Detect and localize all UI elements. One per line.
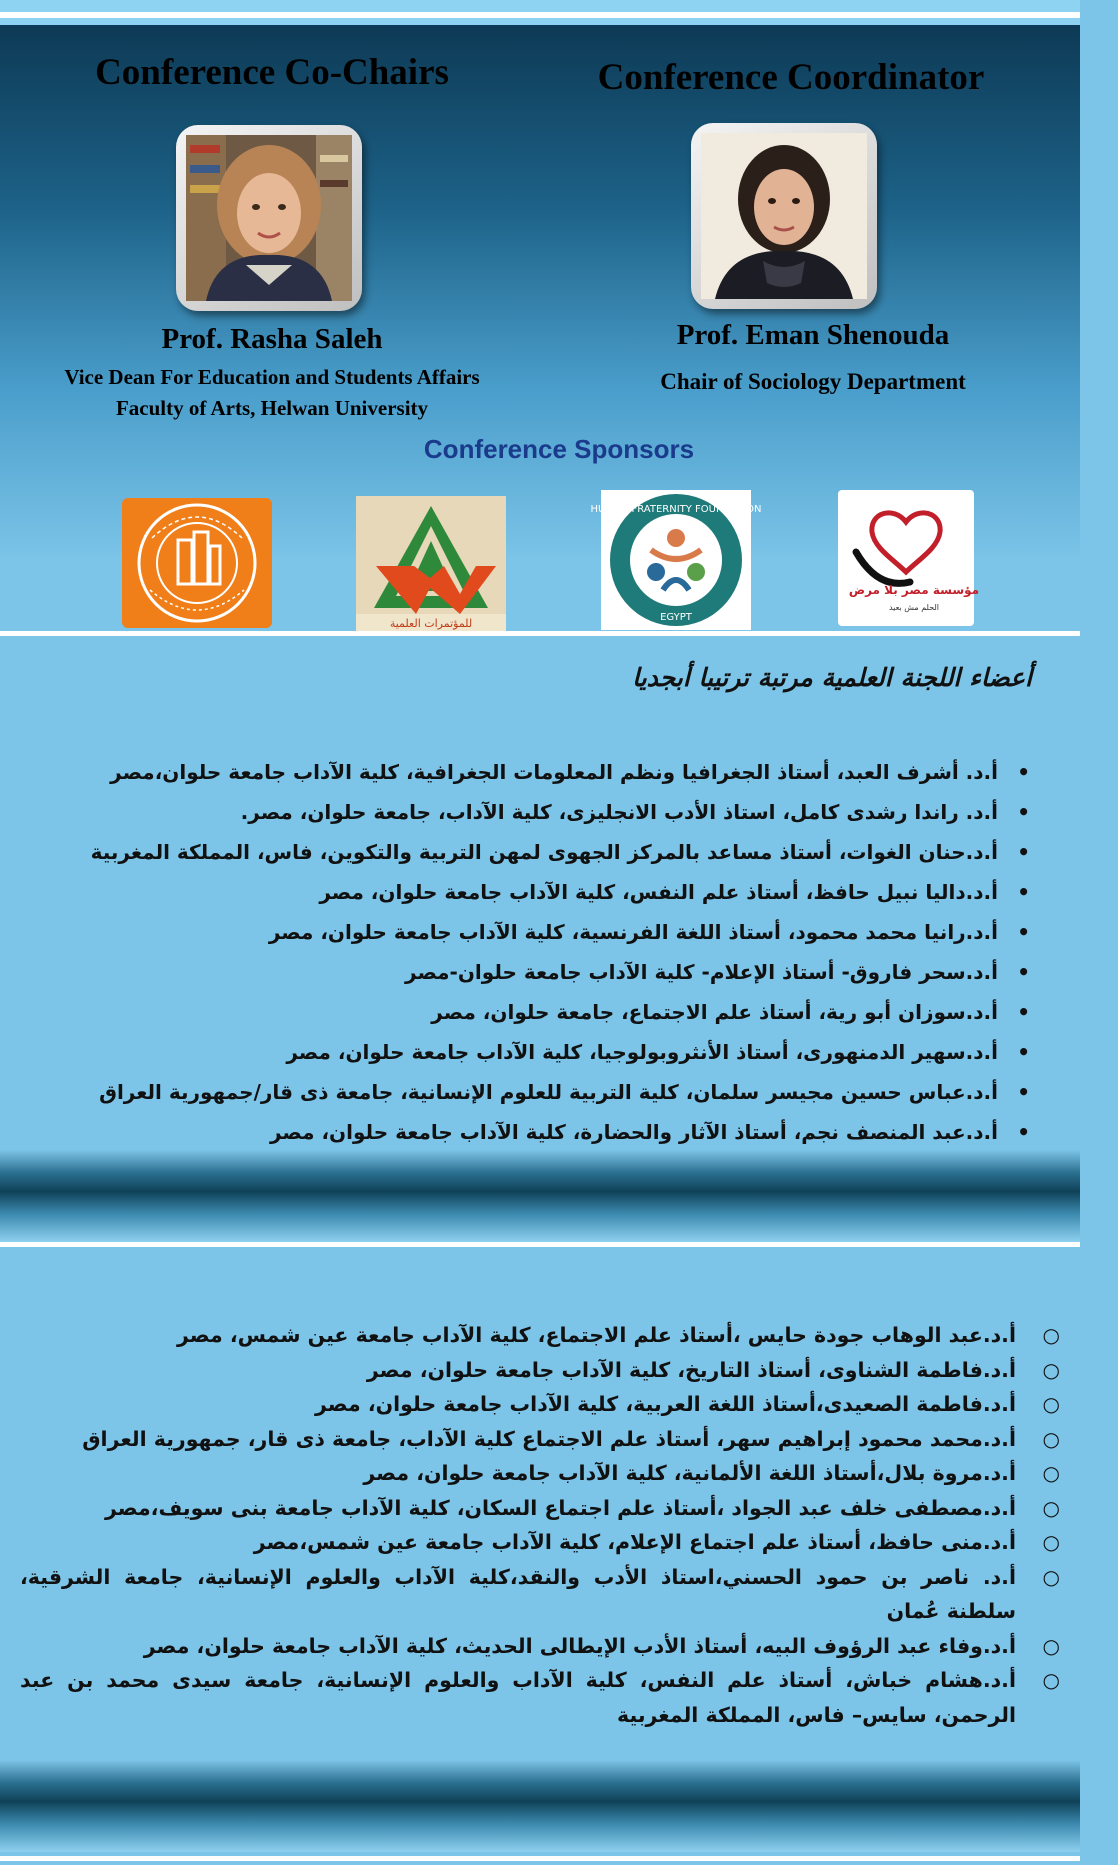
list-item [30, 752, 1030, 792]
list-item [30, 1112, 1030, 1152]
sponsors-title: Conference Sponsors [423, 434, 695, 464]
circle-bullet-icon: ○ [1042, 1564, 1060, 1589]
bullet-icon: • [1017, 920, 1030, 944]
member-text: أ.د.مروة بلال،أستاذ اللغة الألمانية، كلية الآداب جامعة حلوان، مصر [363, 1461, 1016, 1485]
list-item [20, 1387, 1060, 1422]
member-text: أ.د.محمد محمود إبراهيم سهر، أستاذ علم الاجتماع كلية الآداب، جامعة ذى قار، جمهورية العراق [82, 1426, 1016, 1451]
list-item [30, 992, 1030, 1032]
co-chairs-title: Conference Co-Chairs [95, 52, 449, 93]
circle-bullet-icon: ○ [1042, 1357, 1060, 1382]
decorative-band-1 [0, 1150, 1080, 1242]
co-chair-portrait-image [186, 135, 352, 301]
member-text: أ.د.سهير الدمنهورى، أستاذ الأنثروبولوجيا، كلية الآداب جامعة حلوان، مصر [286, 1040, 998, 1064]
list-item [30, 912, 1030, 952]
bullet-icon: • [1017, 880, 1030, 904]
sponsor-logo-cultural-palaces [122, 498, 272, 628]
circle-bullet-icon: ○ [1042, 1495, 1060, 1520]
list-item [20, 1560, 1060, 1629]
sponsor-logo-4-subtext: الحلم مش بعيد [888, 603, 940, 612]
list-item [30, 1032, 1030, 1072]
circle-bullet-icon: ○ [1042, 1426, 1060, 1451]
sponsor-logo-3-country: EGYPT [660, 612, 692, 623]
member-text: أ.د.هشام خباش، أستاذ علم النفس، كلية الآداب والعلوم الإنسانية، جامعة سيدى محمد بن عبد الرحمن، سايس– فاس، المملكة المغربية [20, 1668, 1016, 1727]
coordinator-name: Prof. Eman Shenouda [676, 319, 950, 351]
co-chair-role-line-2: Faculty of Arts, Helwan University [115, 396, 429, 420]
list-item [30, 792, 1030, 832]
top-divider [0, 12, 1080, 18]
member-text: أ.د. ناصر بن حمود الحسني،استاذ الأدب والنقد،كلية الآداب والعلوم الإنسانية، جامعة الشرقية، سلطنة عُمان [20, 1564, 1016, 1623]
co-chair-role-line-1: Vice Dean For Education and Students Affairs [64, 365, 480, 389]
member-text: أ.د.سوزان أبو رية، أستاذ علم الاجتماع، جامعة حلوان، مصر [431, 1000, 998, 1024]
circle-bullet-icon: ○ [1042, 1530, 1060, 1554]
list-item [20, 1422, 1060, 1457]
member-text: أ.د.مصطفى خلف عبد الجواد ،أستاذ علم اجتماع السكان، كلية الآداب جامعة بنى سويف،مصر [105, 1495, 1016, 1520]
bullet-icon: • [1017, 960, 1030, 984]
circle-bullet-icon: ○ [1042, 1323, 1060, 1347]
circle-bullet-icon: ○ [1042, 1668, 1060, 1692]
coordinator-photo [701, 133, 867, 299]
list-item [30, 832, 1030, 872]
member-text: أ.د.حنان الغوات، أستاذ مساعد بالمركز الجهوى لمهن التربية والتكوين، فاس، المملكة المغربية [90, 840, 998, 864]
coordinator-title: Conference Coordinator [597, 57, 985, 98]
list-item [20, 1629, 1060, 1664]
coordinator-photo-frame [691, 123, 877, 309]
bullet-icon: • [1017, 1080, 1030, 1104]
member-text: أ.د.منى حافظ، أستاذ علم اجتماع الإعلام، كلية الآداب جامعة عين شمس،مصر [253, 1530, 1016, 1554]
circle-bullet-icon: ○ [1042, 1392, 1060, 1416]
list-item [30, 952, 1030, 992]
top-band [0, 0, 1080, 25]
sponsor-logo-human-fraternity [590, 490, 762, 630]
list-item [30, 872, 1030, 912]
list-item [20, 1663, 1060, 1732]
bullet-icon: • [1017, 840, 1030, 864]
coordinator-portrait-image [701, 133, 867, 299]
bullet-icon: • [1017, 1000, 1030, 1024]
member-text: أ.د.داليا نبيل حافظ، أستاذ علم النفس، كلية الآداب جامعة حلوان، مصر [319, 880, 998, 904]
circle-bullet-icon: ○ [1042, 1633, 1060, 1658]
header-section [0, 25, 1080, 633]
member-text: أ.د.فاطمة الصعيدى،أستاذ اللغة العربية، كلية الآداب جامعة حلوان، مصر [315, 1392, 1016, 1416]
co-chair-photo-frame [176, 125, 362, 311]
bullet-icon: • [1017, 760, 1030, 784]
bullet-icon: • [1017, 1040, 1030, 1064]
member-text: أ.د.وفاء عبد الرؤوف البيه، أستاذ الأدب الإيطالى الحديث، كلية الآداب جامعة حلوان، مصر [143, 1633, 1016, 1658]
sponsor-logo-misr-bela-marad [838, 490, 980, 626]
section-divider-1 [0, 631, 1080, 636]
committee-list-1 [30, 752, 1030, 1152]
member-text: أ.د. راندا رشدى كامل، استاذ الأدب الانجليزى، كلية الآداب، جامعة حلوان، مصر. [240, 800, 998, 824]
member-text: أ.د.عباس حسين مجيسر سلمان، كلية التربية للعلوم الإنسانية، جامعة ذى قار/جمهورية العراق [99, 1080, 998, 1104]
sponsor-logo-4-text: مؤسسة مصر بلا مرض [848, 583, 980, 597]
member-text: أ.د.عبد المنصف نجم، أستاذ الآثار والحضارة، كلية الآداب جامعة حلوان، مصر [269, 1120, 998, 1144]
sponsor-logo-scientific-conferences [356, 496, 506, 630]
member-text: أ.د. أشرف العبد، أستاذ الجغرافيا ونظم المعلومات الجغرافية، كلية الآداب جامعة حلوان،مصر [110, 760, 998, 784]
committee-list-2 [20, 1318, 1060, 1732]
list-item [20, 1456, 1060, 1491]
sponsor-logo-3-text: HUMAN FRATERNITY FOUNDATION [590, 504, 762, 515]
co-chair-name: Prof. Rasha Saleh [161, 323, 383, 355]
list-item [20, 1525, 1060, 1560]
member-text: أ.د.عبد الوهاب جودة حايس ،أستاذ علم الاجتماع، كلية الآداب جامعة عين شمس، مصر [177, 1323, 1016, 1347]
committee-title: أعضاء اللجنة العلمية مرتبة ترتيبا أبجديا [632, 663, 1032, 692]
circle-bullet-icon: ○ [1042, 1461, 1060, 1485]
member-text: أ.د.سحر فاروق- أستاذ الإعلام- كلية الآداب جامعة حلوان-مصر [405, 960, 998, 984]
list-item [20, 1353, 1060, 1388]
bullet-icon: • [1017, 800, 1030, 824]
co-chair-photo [186, 135, 352, 301]
member-text: أ.د.رانيا محمد محمود، أستاذ اللغة الفرنسية، كلية الآداب جامعة حلوان، مصر [268, 920, 998, 944]
list-item [30, 1072, 1030, 1112]
coordinator-role-line-1: Chair of Sociology Department [660, 369, 966, 394]
list-item [20, 1491, 1060, 1526]
sponsor-logo-2-text: للمؤتمرات العلمية [389, 617, 473, 630]
section-divider-2 [0, 1242, 1080, 1247]
list-item [20, 1318, 1060, 1353]
decorative-band-2 [0, 1760, 1080, 1852]
bottom-divider [0, 1856, 1080, 1861]
bullet-icon: • [1017, 1120, 1030, 1144]
member-text: أ.د.فاطمة الشناوى، أستاذ التاريخ، كلية الآداب جامعة حلوان، مصر [366, 1357, 1016, 1382]
